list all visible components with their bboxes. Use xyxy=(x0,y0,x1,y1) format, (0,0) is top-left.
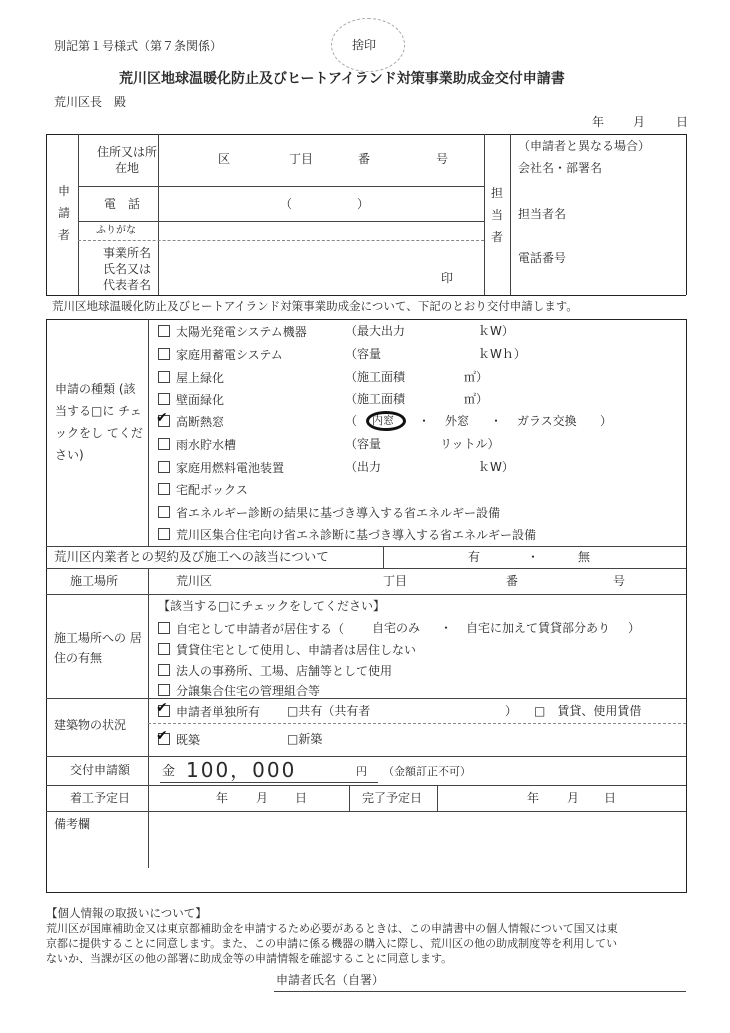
checkbox[interactable] xyxy=(158,643,170,655)
solar-output-unit: ｋW） xyxy=(478,324,514,338)
roof-area-unit: ㎡） xyxy=(464,370,489,384)
tank-capacity-label: （容量 xyxy=(345,437,382,451)
checkbox[interactable] xyxy=(158,325,170,337)
start-day: 日 xyxy=(295,791,308,805)
site-ku: 荒川区 xyxy=(176,574,213,588)
check-mark-icon: ✔ xyxy=(156,410,168,426)
table-left-border xyxy=(46,134,47,295)
residence-paren-close: ） xyxy=(628,621,641,635)
type-item-roof-greening[interactable]: 屋上緑化 xyxy=(158,371,224,384)
window-paren-close: ） xyxy=(600,414,613,428)
main-table-top xyxy=(46,319,686,320)
building-sole-owner[interactable]: 申請者単独所有 xyxy=(158,705,260,718)
addressee: 荒川区長 殿 xyxy=(54,95,127,109)
field-label-divider xyxy=(158,134,159,295)
window-option-dot: ・ xyxy=(418,414,431,428)
checkbox[interactable] xyxy=(158,483,170,495)
contact-label-divider xyxy=(510,134,511,295)
applicant-label-divider xyxy=(78,134,79,295)
discard-seal-label: 捨印 xyxy=(352,38,377,52)
checkbox[interactable] xyxy=(158,664,170,676)
application-type-label: 申請の種類 (該当する□に チェックをし てください) xyxy=(55,382,143,462)
contact-section-label: 担当者 xyxy=(491,186,504,244)
end-year: 年 xyxy=(527,791,540,805)
solar-output-label: （最大出力 xyxy=(345,324,406,338)
end-date-label: 完了予定日 xyxy=(362,791,423,805)
checkbox[interactable] xyxy=(158,622,170,634)
start-date-label: 着工予定日 xyxy=(70,791,131,805)
type-label-divider xyxy=(148,319,149,546)
date-month: 月 xyxy=(633,115,646,129)
intro-text: 荒川区地球温暖化防止及びヒートアイランド対策事業助成金について、下記のとおり交付申請します。 xyxy=(52,299,578,313)
contract-yes[interactable]: 有 xyxy=(468,550,481,564)
main-table-left xyxy=(46,319,47,893)
window-paren-open: （ xyxy=(345,414,358,428)
window-option-dot: ・ xyxy=(490,414,503,428)
window-option-glass: ガラス交換 xyxy=(517,414,577,428)
row-divider-amount xyxy=(46,756,686,757)
building-rental[interactable]: □ 賃貸、使用賃借 xyxy=(534,704,642,718)
table-right-border xyxy=(686,134,687,295)
name-label: 事業所名 氏名又は 代表者名 xyxy=(102,246,151,292)
main-table-bottom xyxy=(46,892,686,893)
residence-label: 施工場所への 居住の有無 xyxy=(54,631,142,665)
privacy-title: 【個人情報の取扱いについて】 xyxy=(46,906,207,920)
amount-prefix: 金 xyxy=(162,764,176,779)
amount-underline xyxy=(160,782,378,783)
address-go: 号 xyxy=(436,152,449,166)
wall-area-label: （施工面積 xyxy=(345,392,406,406)
signature-label: 申請者氏名（自署） xyxy=(276,973,385,987)
checkbox[interactable] xyxy=(158,348,170,360)
residence-option-self[interactable]: 自宅として申請者が居住する（ xyxy=(158,622,344,635)
checkbox[interactable] xyxy=(158,506,170,518)
amount-value[interactable]: 100，000 xyxy=(186,758,297,782)
site-ban: 番 xyxy=(506,574,519,588)
contract-divider xyxy=(383,546,384,568)
row-divider-remarks xyxy=(46,811,686,812)
row-divider-residence xyxy=(46,594,686,595)
contract-no[interactable]: 無 xyxy=(578,550,591,564)
check-mark-icon: ✔ xyxy=(156,700,168,716)
type-item-fuel-cell[interactable]: 家庭用燃料電池装置 xyxy=(158,461,284,474)
form-title: 荒川区地球温暖化防止及びヒートアイランド対策事業助成金交付申請書 xyxy=(119,71,565,87)
building-shared[interactable]: □共有（共有者 xyxy=(287,704,371,718)
type-item-rainwater-tank[interactable]: 雨水貯水槽 xyxy=(158,438,236,451)
residence-self-rental: 自宅に加えて賃貸部分あり xyxy=(466,621,611,635)
roof-area-label: （施工面積 xyxy=(345,370,406,384)
date-year: 年 xyxy=(592,115,605,129)
type-item-battery[interactable]: 家庭用蓄電システム xyxy=(158,348,283,361)
applicant-section-label: 申請者 xyxy=(58,184,71,242)
type-item-diagnosis-equipment[interactable]: 省エネルギー診断の結果に基づき導入する省エネルギー設備 xyxy=(158,506,500,519)
window-option-outer: 外窓 xyxy=(445,414,470,428)
checkbox[interactable] xyxy=(158,371,170,383)
row-divider-furigana xyxy=(78,240,484,241)
checkbox[interactable] xyxy=(158,684,170,696)
row-divider-contract xyxy=(46,546,686,547)
checkbox[interactable] xyxy=(158,438,170,450)
fuel-cell-output-label: （出力 xyxy=(345,460,382,474)
label-col-divider xyxy=(148,568,149,868)
start-year: 年 xyxy=(216,791,229,805)
schedule-divider-b xyxy=(437,785,438,811)
furigana-label: ふりがな xyxy=(96,225,136,236)
schedule-divider-a xyxy=(349,785,350,811)
row-divider-site xyxy=(46,568,686,569)
type-item-wall-greening[interactable]: 壁面緑化 xyxy=(158,393,224,406)
amount-note: （金額訂正不可） xyxy=(383,765,471,778)
phone-paren-open: （ xyxy=(280,197,293,211)
building-existing[interactable]: 既築 xyxy=(158,733,200,746)
signature-line[interactable] xyxy=(274,991,686,992)
checkbox[interactable] xyxy=(158,528,170,540)
battery-capacity-unit: ｋWｈ） xyxy=(478,347,526,361)
table-top-border xyxy=(46,134,686,135)
site-chome: 丁目 xyxy=(383,574,408,588)
contact-note: （申請者と異なる場合） xyxy=(518,139,651,153)
residence-instruction: 【該当する□にチェックをしてください】 xyxy=(158,599,385,613)
main-table-right xyxy=(686,319,687,893)
privacy-line-2: 京都に提供することに同意します。また、この申請に係る機器の購入に際し、荒川区の他の助成制度等を利用してい xyxy=(46,937,618,950)
address-ku: 区 xyxy=(218,152,231,166)
form-number: 別記第１号様式（第７条関係） xyxy=(54,39,223,53)
end-month: 月 xyxy=(567,791,580,805)
end-day: 日 xyxy=(604,791,617,805)
tank-capacity-unit: リットル） xyxy=(440,437,500,451)
residence-option-condo[interactable]: 分譲集合住宅の管理組合等 xyxy=(158,684,320,697)
row-divider-address xyxy=(78,186,484,187)
type-item-delivery-box[interactable]: 宅配ボックス xyxy=(158,483,248,496)
window-option-inner: 内窓 xyxy=(372,414,394,427)
remarks-field[interactable] xyxy=(50,836,682,888)
building-new[interactable]: □新築 xyxy=(287,732,323,746)
date-day: 日 xyxy=(676,115,689,129)
amount-unit: 円 xyxy=(356,765,367,778)
row-divider-building xyxy=(46,698,686,699)
check-mark-icon: ✔ xyxy=(156,728,168,744)
contract-dot: ・ xyxy=(527,550,540,564)
site-label: 施工場所 xyxy=(70,574,119,588)
type-item-insulated-window[interactable]: 高断熱窓 xyxy=(158,415,224,428)
contact-person-label: 担当者名 xyxy=(518,207,567,221)
site-go: 号 xyxy=(613,574,626,588)
battery-capacity-label: （容量 xyxy=(345,347,382,361)
selected-option-circle xyxy=(366,411,406,431)
type-item-solar[interactable]: 太陽光発電システム機器 xyxy=(158,325,307,338)
building-shared-close: ） xyxy=(505,704,518,718)
row-divider-building-inner xyxy=(148,723,686,724)
residence-option-rental[interactable]: 賃貸住宅として使用し、申請者は居住しない xyxy=(158,643,416,656)
privacy-line-1: 荒川区が国庫補助金又は東京都補助金を申請するため必要があるときは、この申請書中の個人情報について国又は東 xyxy=(46,922,618,935)
address-label: 住所又は所在地 xyxy=(96,145,157,175)
building-label: 建築物の状況 xyxy=(54,718,127,732)
seal-mark: 印 xyxy=(441,271,454,285)
amount-label: 交付申請額 xyxy=(70,763,131,777)
residence-dot: ・ xyxy=(440,621,453,635)
start-month: 月 xyxy=(256,791,269,805)
residence-self-only: 自宅のみ xyxy=(372,621,421,635)
contact-company-label: 会社名・部署名 xyxy=(518,161,603,175)
remarks-label: 備考欄 xyxy=(54,817,91,831)
contact-phone-label: 電話番号 xyxy=(518,251,567,265)
phone-label: 電 話 xyxy=(104,197,141,211)
row-divider-phone xyxy=(78,221,484,222)
checkbox[interactable] xyxy=(158,393,170,405)
type-item-apartment-equipment[interactable]: 荒川区集合住宅向け省エネ診断に基づき導入する省エネルギー設備 xyxy=(158,528,536,541)
phone-paren-close: ） xyxy=(357,197,370,211)
applicant-bottom-border xyxy=(46,295,686,296)
contact-divider xyxy=(484,134,485,295)
checkbox[interactable] xyxy=(158,461,170,473)
fuel-cell-output-unit: ｋW） xyxy=(478,460,514,474)
wall-area-unit: ㎡） xyxy=(464,392,489,406)
address-chome: 丁目 xyxy=(289,152,314,166)
row-divider-schedule xyxy=(46,785,686,786)
residence-option-business[interactable]: 法人の事務所、工場、店舗等として使用 xyxy=(158,664,392,677)
address-ban: 番 xyxy=(358,152,371,166)
contract-label: 荒川区内業者との契約及び施工への該当について xyxy=(54,549,329,564)
privacy-line-3: ないか、当課が区の他の部署に助成金等の申請情報を確認することに同意します。 xyxy=(46,952,453,965)
